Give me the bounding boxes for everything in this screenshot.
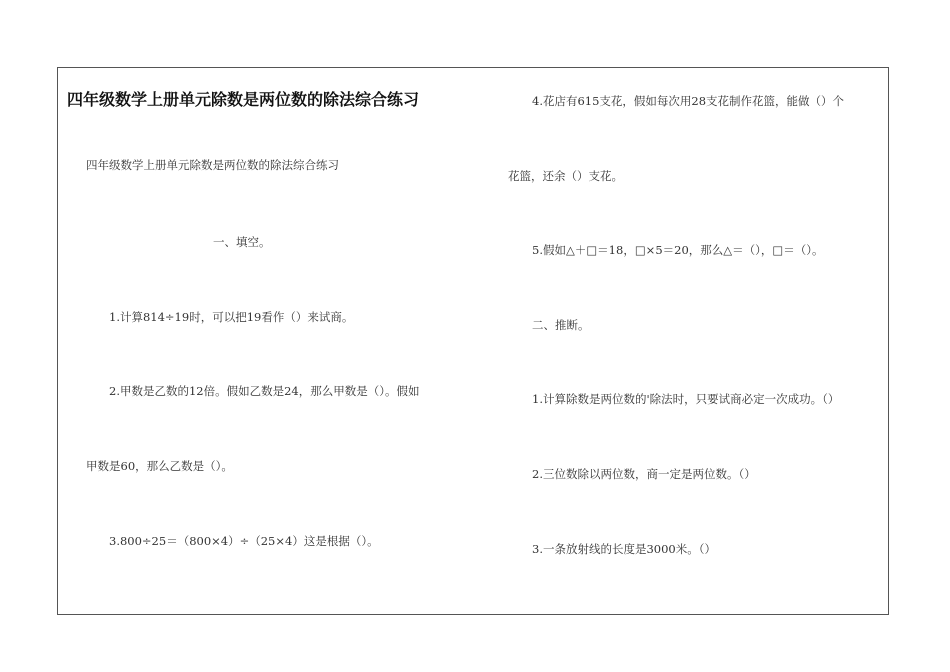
question-5: 5.假如△＋□＝18，□×5＝20，那么△＝（），□＝（）。 xyxy=(532,243,824,257)
question-2-line-1: 2.甲数是乙数的12倍。假如乙数是24，那么甲数是（）。假如 xyxy=(109,384,420,398)
section-heading-fill-in: 一、填空。 xyxy=(213,235,271,249)
question-4-line-1: 4.花店有615支花，假如每次用28支花制作花篮，能做（）个 xyxy=(532,94,845,108)
judge-1: 1.计算除数是两位数的'除法时，只要试商必定一次成功。（） xyxy=(532,392,840,406)
question-1: 1.计算814÷19时，可以把19看作（）来试商。 xyxy=(109,310,354,324)
judge-2: 2.三位数除以两位数，商一定是两位数。（） xyxy=(532,467,756,481)
document-title: 四年级数学上册单元除数是两位数的除法综合练习 xyxy=(67,90,420,109)
question-4-line-2: 花篮，还余（）支花。 xyxy=(508,169,623,183)
page-frame xyxy=(57,67,889,615)
question-2-line-2: 甲数是60，那么乙数是（）。 xyxy=(86,459,233,473)
section-heading-judge: 二、推断。 xyxy=(532,318,590,332)
subtitle: 四年级数学上册单元除数是两位数的除法综合练习 xyxy=(86,158,339,172)
judge-3: 3.一条放射线的长度是3000米。（） xyxy=(532,542,716,556)
question-3: 3.800÷25＝（800×4）÷（25×4）这是根据（）。 xyxy=(109,534,379,548)
